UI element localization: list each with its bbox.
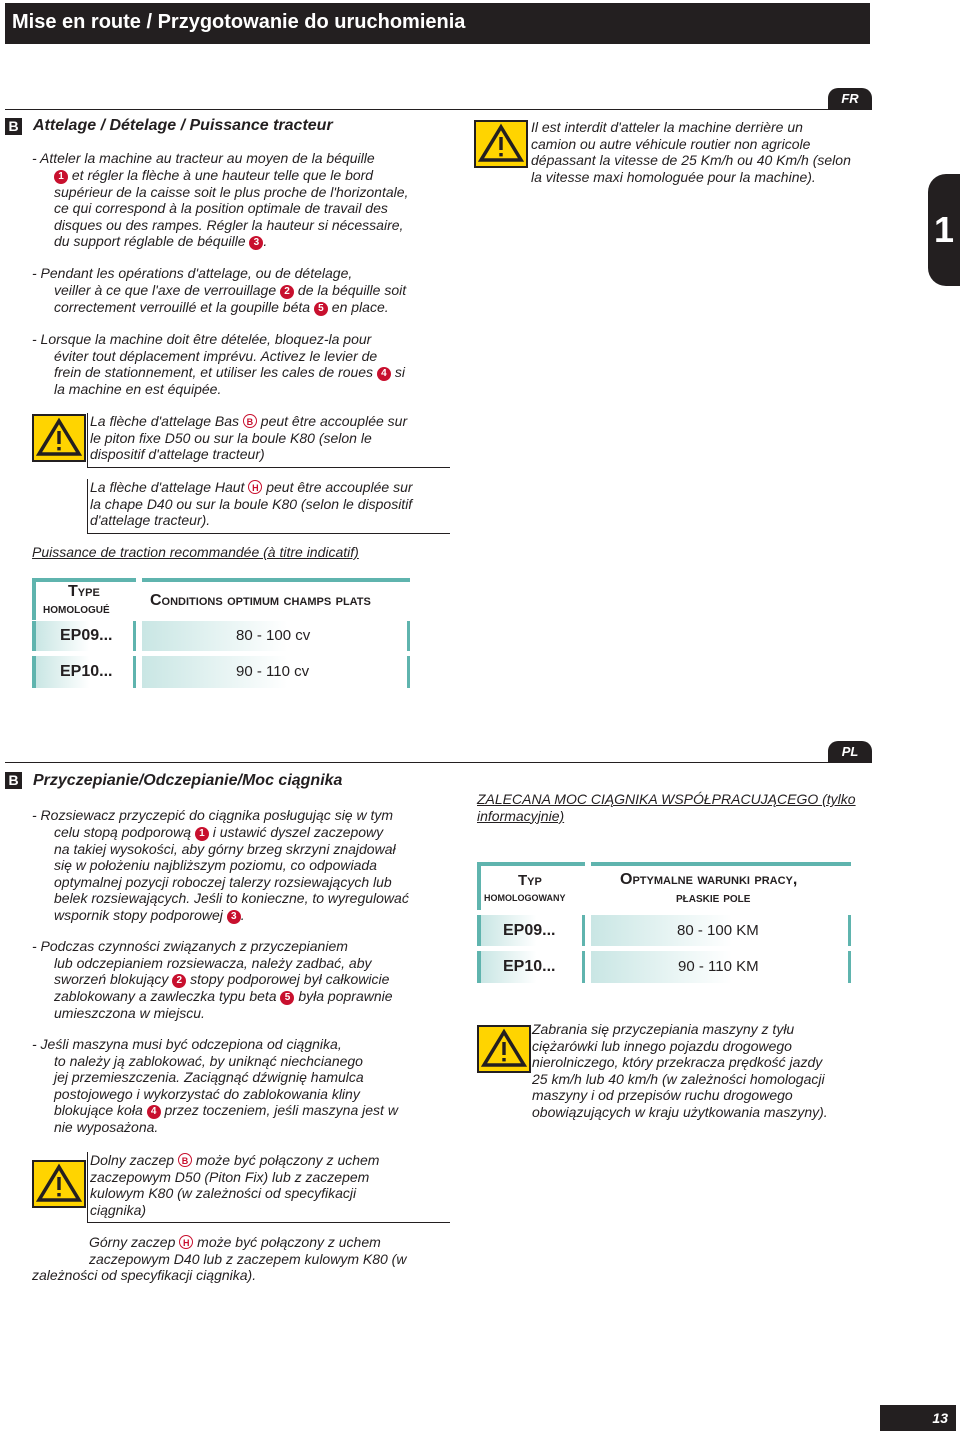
- pl-warning-coupling-top: Górny zaczep H może być połączony z uchem zaczepowym D40 lub z zaczepem kulowym K80 (w zależności od specyfikacji ciągnika).: [32, 1234, 407, 1283]
- marker-2: 2: [280, 285, 294, 299]
- pl-table-col1-line1: Typ: [518, 872, 542, 889]
- language-badge-fr: FR: [828, 88, 872, 110]
- fr-warning-coupling: La flèche d'attelage Bas B peut être accouplée sur le piton fixe D50 ou sur la boule K80 (selon le dispositif d'attelage tracteur): [87, 413, 450, 468]
- section-title-fr: Attelage / Dételage / Puissance tracteur: [33, 117, 333, 134]
- marker-4: 4: [147, 1105, 161, 1119]
- marker-3: 3: [227, 910, 241, 924]
- page-number: 13: [880, 1405, 956, 1431]
- section-letter-fr: B: [5, 118, 22, 135]
- chapter-tab: 1: [928, 174, 960, 286]
- page-title: Mise en route / Przygotowanie do uruchomienia: [12, 11, 466, 33]
- warning-icon: [477, 1025, 531, 1073]
- marker-5: 5: [314, 302, 328, 316]
- pl-table-value: 80 - 100 KM: [677, 922, 759, 939]
- marker-2: 2: [172, 974, 186, 988]
- fr-paragraph-3: - Lorsque la machine doit être dételée, bloquez-la pour éviter tout déplacement imprévu. Activez le levier de frein de stationnement, et utiliser les cales de roues 4 si la machine en est équipée.: [32, 331, 405, 397]
- fr-table-col2: Conditions optimum champs plats: [150, 592, 371, 609]
- pl-table-col1-line2: homologowany: [484, 889, 566, 904]
- warning-icon: [32, 414, 86, 462]
- fr-table-col1-line1: Type: [68, 583, 100, 600]
- fr-paragraph-1: - Atteler la machine au tracteur au moyen de la béquille 1 et régler la flèche à une hauteur telle que le bord supérieur de la caisse soit le plus proche de l'horizontale, ce qui correspond à la position optimale de travail des disques ou des rampes. Régler la hauteur si nécessaire, du support réglable de béquille 3 .: [32, 150, 409, 249]
- language-badge-pl: PL: [828, 741, 872, 763]
- pl-table-model: EP10...: [503, 958, 556, 975]
- section-title-pl: Przyczepianie/Odczepianie/Moc ciągnika: [33, 772, 343, 789]
- fr-table-model: EP10...: [60, 663, 113, 680]
- pl-table-col2-line1: Optymalne warunki pracy,: [620, 871, 798, 888]
- marker-3: 3: [249, 236, 263, 250]
- marker-4: 4: [377, 367, 391, 381]
- pl-table-col2-line2: płaskie pole: [676, 889, 751, 905]
- marker-1: 1: [195, 827, 209, 841]
- warning-icon: [474, 120, 528, 168]
- pl-paragraph-1: - Rozsiewacz przyczepić do ciągnika posługując się w tym celu stopą podporową 1 i ustawić dyszel zaczepowy na takiej wysokości, aby górny brzeg skrzyni znajdował się w położeniu najbliższym poziomu, co odpowiada optymalnej pozycji roboczej talerzy rozsiewających lub belek rozsiewających. Jeśli to konieczne, to wyregulować wspornik stopy podporowej 3 .: [32, 807, 409, 923]
- marker-1: 1: [54, 170, 68, 184]
- fr-warning-coupling-top: La flèche d'attelage Haut H peut être accouplée sur la chape D40 ou sur la boule K80 (selon le dispositif d'attelage tracteur).: [87, 479, 450, 534]
- pl-warning-coupling: Dolny zaczep B może być połączony z uchem zaczepowym D50 (Piton Fix) lub z zaczepem kulowym K80 (w zależności od specyfikacji ciągnika): [87, 1152, 450, 1223]
- pl-paragraph-3: - Jeśli maszyna musi być odczepiona od ciągnika, to należy ją zablokować, by uniknąć niechcianego jej przemieszczenia. Zaciągnąć dźwignię hamulca postojowego i wykorzystać do zablokowania kliny blokujące koła 4 przez toczeniem, jeśli maszyna jest w nie wyposażona.: [32, 1036, 398, 1135]
- fr-table-value: 90 - 110 cv: [236, 663, 310, 680]
- marker-5: 5: [280, 991, 294, 1005]
- pl-paragraph-2: - Podczas czynności związanych z przyczepianiem lub odczepianiem rozsiewacza, należy zadbać, aby sworzeń blokujący 2 stopy podporowej był całkowicie zablokowany a zawleczka typu beta 5 była poprawnie umieszczona w miejscu.: [32, 938, 393, 1021]
- marker-b: B: [178, 1153, 192, 1167]
- fr-table-value: 80 - 100 cv: [236, 627, 311, 644]
- marker-h: H: [248, 480, 262, 494]
- fr-table-col1-line2: homologué: [43, 600, 110, 616]
- section-divider-pl: [5, 762, 870, 763]
- fr-power-heading: Puissance de traction recommandée (à titre indicatif): [32, 544, 359, 560]
- pl-table-model: EP09...: [503, 922, 556, 939]
- marker-b: B: [243, 414, 257, 428]
- marker-h: H: [179, 1235, 193, 1249]
- section-letter-pl: B: [5, 772, 22, 789]
- pl-warning-road-speed: Zabrania się przyczepiania maszyny z tyłu ciężarówki lub innego pojazdu drogowego nierolniczego, który przekracza prędkość jazdy 25 km/h lub 40 km/h (w zależności homologacji maszyny i od przepisów ruchu drogowego obowiązujących w kraju użytkowania maszyny).: [532, 1021, 828, 1120]
- fr-table-model: EP09...: [60, 627, 113, 644]
- pl-power-heading: ZALECANA MOC CIĄGNIKA WSPÓŁPRACUJĄCEGO (tylko informacyjnie): [477, 791, 856, 824]
- section-divider-fr: [5, 109, 870, 110]
- fr-paragraph-2: - Pendant les opérations d'attelage, ou de dételage, veiller à ce que l'axe de verrouillage 2 de la béquille soit correctement verrouillé et la goupille béta 5 en place.: [32, 265, 407, 315]
- pl-table-value: 90 - 110 KM: [678, 958, 759, 975]
- warning-icon: [32, 1160, 86, 1208]
- fr-warning-road-speed: Il est interdit d'atteler la machine derrière un camion ou autre véhicule routier non agricole dépassant la vitesse de 25 Km/h ou 40 Km/h (selon la vitesse maxi homologuée pour la machine).: [531, 119, 851, 185]
